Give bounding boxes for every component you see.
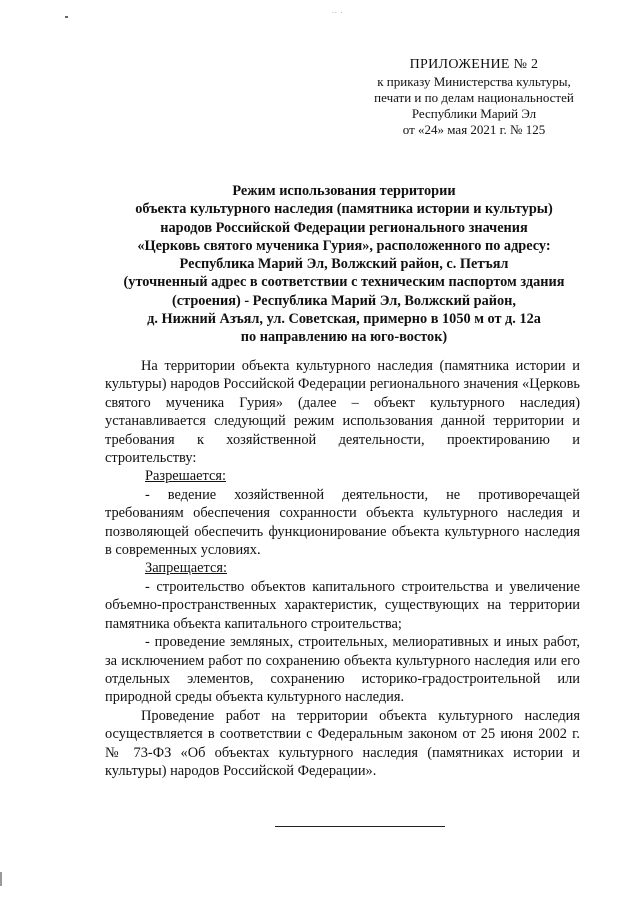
closing-paragraph: Проведение работ на территории объекта культурного наследия осуществляется в соответствии с Федеральным законом от 25 июня 2002 г. № 73-ФЗ «Об объектах культурного наследия (памятниках истории и культуры) народов Российской Федерации».	[105, 707, 580, 779]
forbidden-heading: Запрещается:	[145, 560, 228, 577]
appendix-title: ПРИЛОЖЕНИЕ № 2	[409, 57, 539, 72]
scan-artifact	[65, 16, 68, 18]
intro-paragraph: На территории объекта культурного наследия (памятника истории и культуры) народов Российской Федерации регионального значения «Церковь святого мученика Гурия» (далее – объект культурного наследия) устанавливается следующий режим использования данной территории и требования к хозяйственной деятельности, проектированию и строительству:	[105, 358, 580, 467]
title-line: д. Нижний Азъял, ул. Советская, примерно в 1050 м от д. 12а	[147, 311, 541, 328]
allowed-item: - ведение хозяйственной деятельности, не противоречащей требованиям обеспечения сохранности объекта культурного наследия и позволяющей обеспечить функционирование объекта культурного наследия в современных условиях.	[105, 486, 580, 559]
scan-artifact: ·· ·	[332, 10, 344, 17]
title-line: (строения) - Республика Марий Эл, Волжский район,	[172, 292, 516, 309]
appendix-line: Республики Марий Эл	[411, 106, 537, 121]
allowed-heading: Разрешается:	[145, 468, 226, 485]
signature-line	[275, 826, 445, 827]
title-line: «Церковь святого мученика Гурия», расположенного по адресу:	[137, 237, 551, 254]
appendix-line: печати и по делам национальностей	[374, 90, 574, 105]
forbidden-item: - строительство объектов капитального строительства и увеличение объемно-пространственных характеристик, существующих на территории памятника объекта капитального строительства;	[105, 578, 580, 632]
title-line: объекта культурного наследия (памятника истории и культуры)	[135, 201, 553, 218]
title-line: народов Российской Федерации регионального значения	[160, 219, 528, 236]
title-line: Республика Марий Эл, Волжский район, с. Петъял	[179, 256, 509, 273]
title-line: по направлению на юго-восток)	[240, 329, 448, 346]
appendix-header	[360, 56, 588, 138]
appendix-line: от «24» мая 2021 г. № 125	[402, 122, 546, 137]
title-line: (уточненный адрес в соответствии с техническим паспортом здания	[123, 274, 565, 291]
forbidden-item: - проведение земляных, строительных, мелиоративных и иных работ, за исключением работ по сохранению объекта культурного наследия или его отдельных элементов, сохранению историко-градостроительной или природной среды объекта культурного наследия.	[105, 634, 580, 706]
appendix-line: к приказу Министерства культуры,	[377, 74, 571, 89]
document-body	[105, 357, 580, 780]
document-title	[86, 182, 602, 347]
title-line: Режим использования территории	[232, 183, 456, 199]
scan-artifact	[0, 872, 2, 886]
